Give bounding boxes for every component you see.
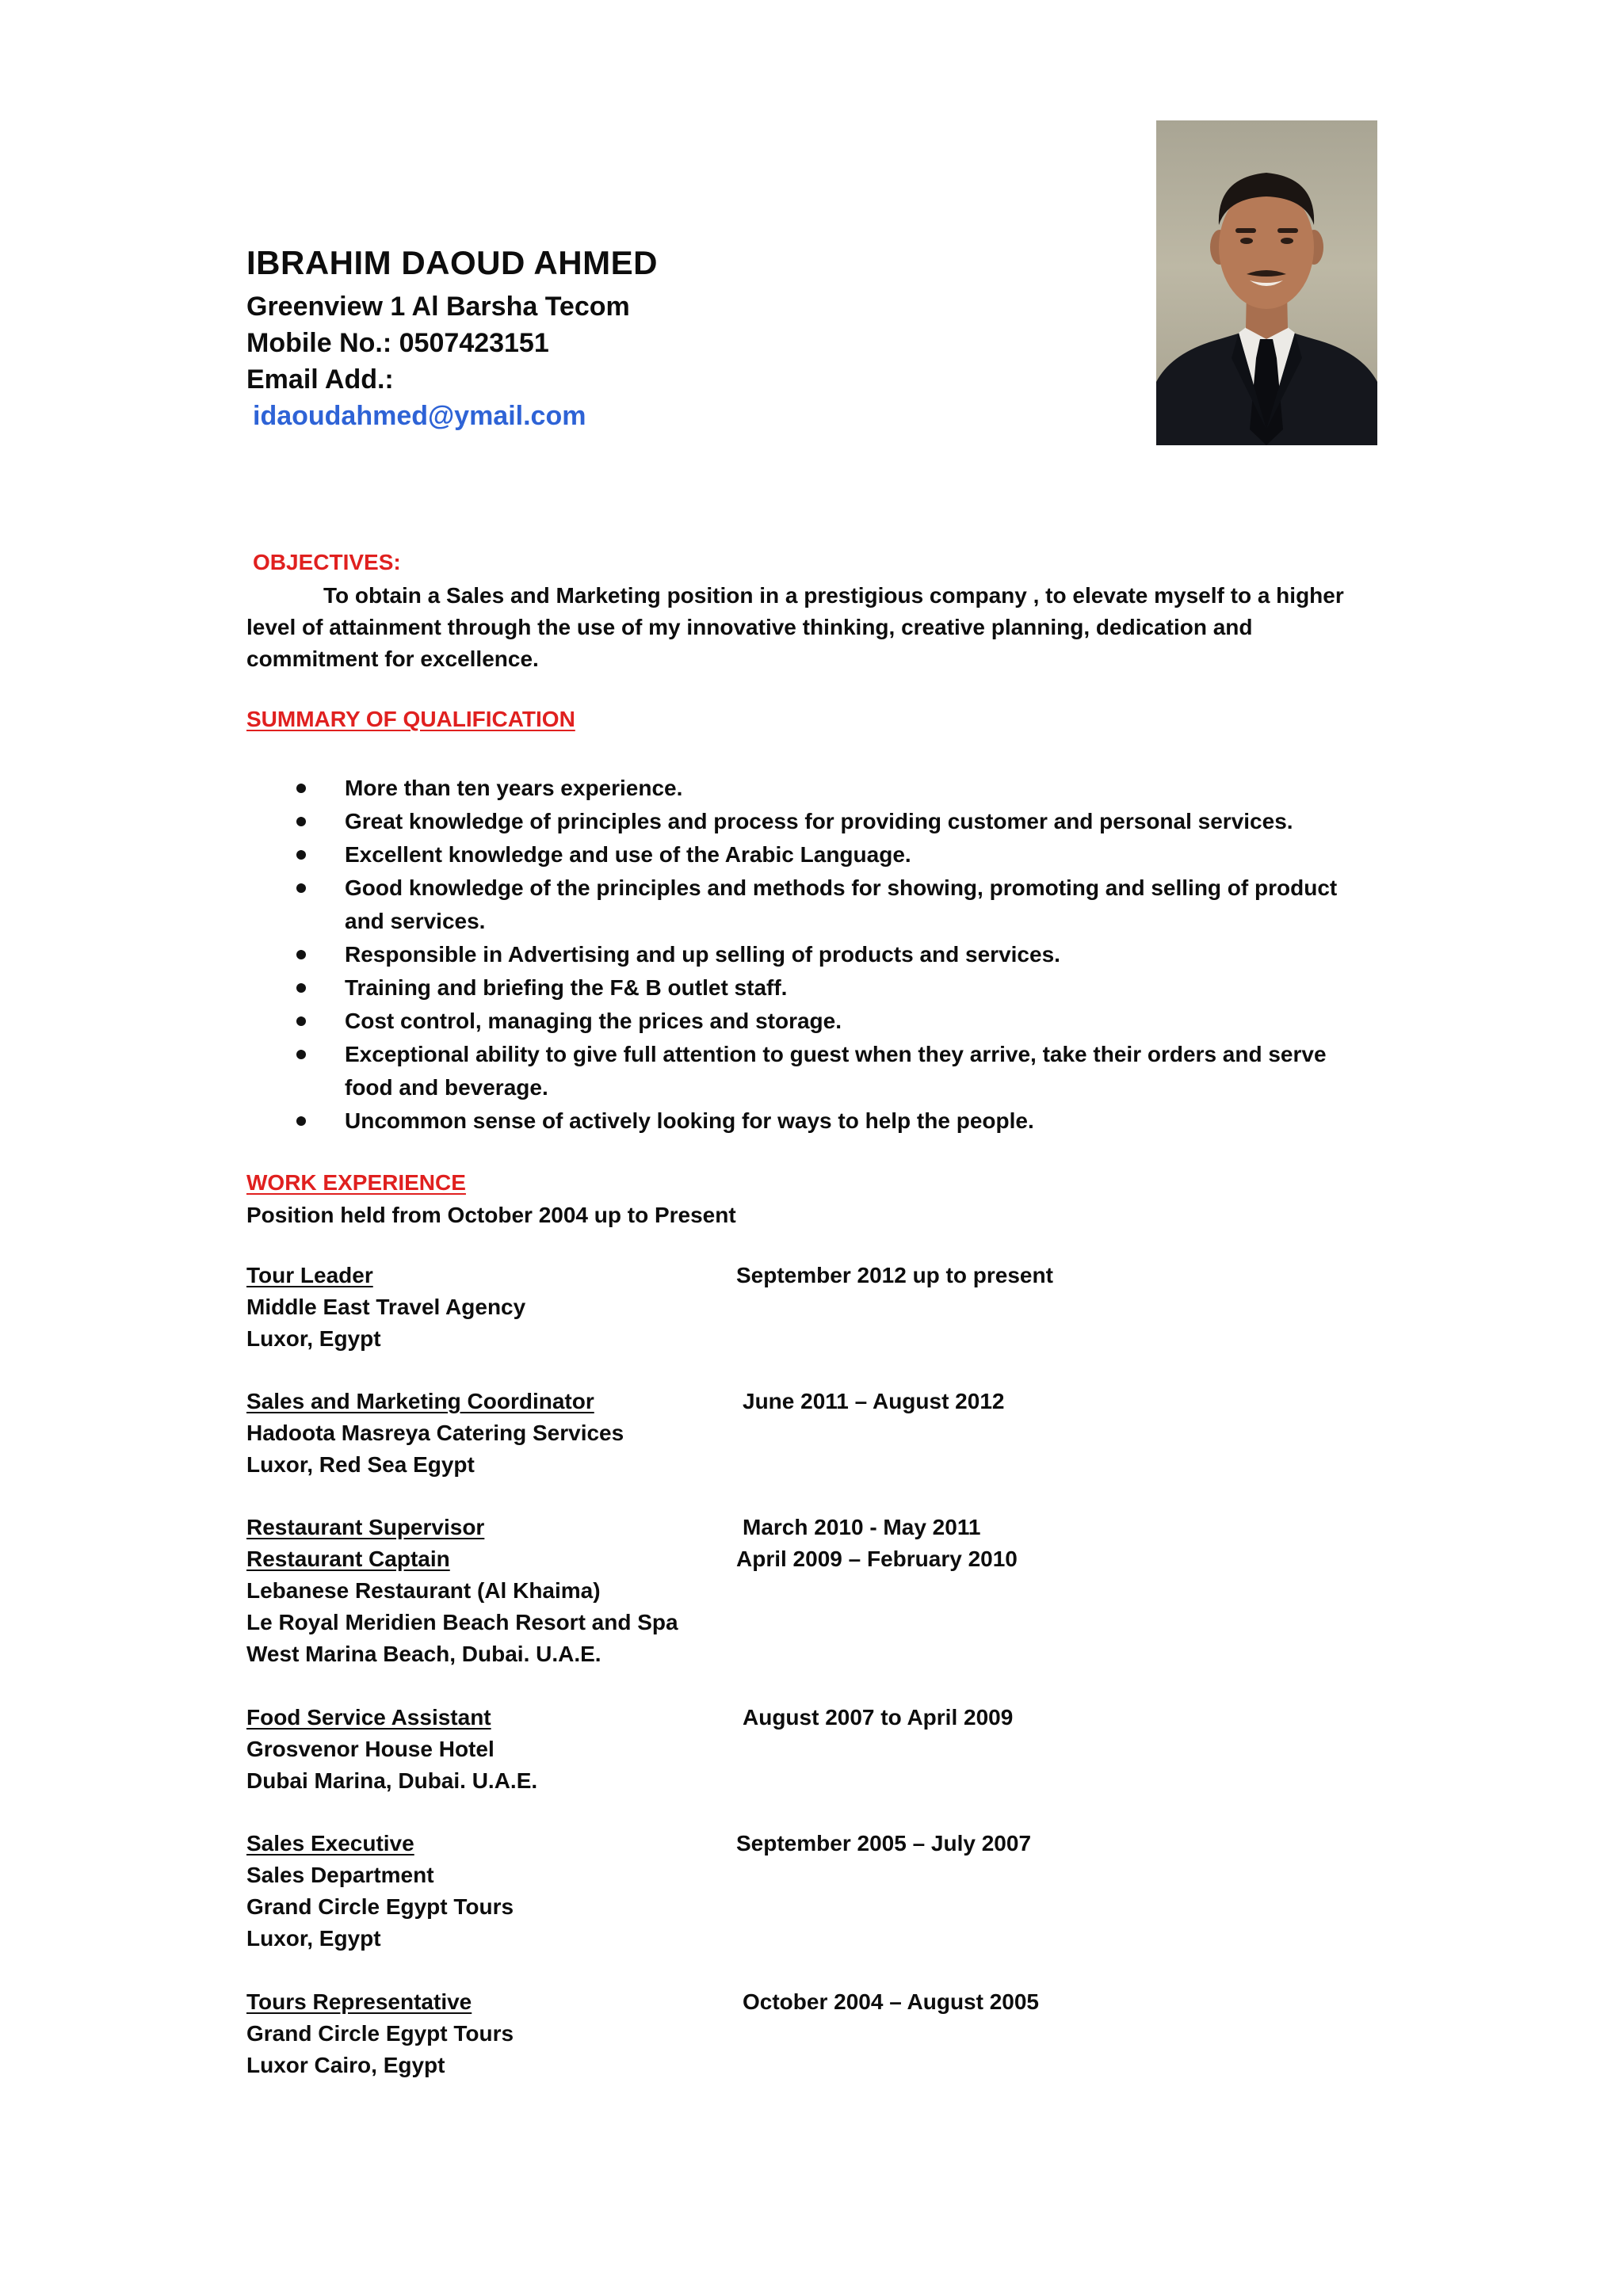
job-dates: August 2007 to April 2009 (743, 1705, 1014, 1730)
job-detail: Luxor, Red Sea Egypt (246, 1452, 475, 1477)
job-detail: Luxor Cairo, Egypt (246, 2053, 445, 2077)
profile-photo (1156, 120, 1377, 445)
job-dates: March 2010 - May 2011 (743, 1515, 981, 1539)
job-detail: Luxor, Egypt (246, 1926, 381, 1951)
job-dates: September 2005 – July 2007 (736, 1831, 1032, 1855)
qualification-item: Exceptional ability to give full attention to guest when they arrive, take their orders and serve food and beverage. (246, 1038, 1372, 1104)
qualification-item: Responsible in Advertising and up selling of products and services. (246, 938, 1372, 971)
job-detail: Le Royal Meridien Beach Resort and Spa (246, 1610, 678, 1634)
job-dates: June 2011 – August 2012 (743, 1389, 1005, 1413)
work-experience-heading: WORK EXPERIENCE (246, 1170, 466, 1195)
summary-heading: SUMMARY OF QUALIFICATION (246, 707, 575, 731)
qualification-item: Great knowledge of principles and process for providing customer and personal services. (246, 805, 1372, 838)
job-detail: Grand Circle Egypt Tours (246, 1894, 514, 1919)
job-dates: October 2004 – August 2005 (743, 1989, 1040, 2014)
address: Greenview 1 Al Barsha Tecom (246, 292, 630, 322)
qualification-item: Cost control, managing the prices and storage. (246, 1005, 1372, 1038)
objectives-text (246, 580, 1356, 675)
job-detail: West Marina Beach, Dubai. U.A.E. (246, 1642, 601, 1666)
qualification-item: Training and briefing the F& B outlet staff. (246, 971, 1372, 1005)
qualification-item: Uncommon sense of actively looking for ways to help the people. (246, 1104, 1372, 1138)
objectives-paragraph: To obtain a Sales and Marketing position in a prestigious company , to elevate myself to a higher level of attainment through the use of my innovative thinking, creative planning, dedication and commitment for excellence. (246, 583, 1344, 671)
job-detail: Sales Department (246, 1863, 434, 1887)
applicant-name: IBRAHIM DAOUD AHMED (246, 244, 658, 281)
qualification-list (246, 772, 1372, 1138)
job-detail: Grosvenor House Hotel (246, 1737, 495, 1761)
job-detail: Lebanese Restaurant (Al Khaima) (246, 1578, 601, 1603)
job-title: Restaurant Captain (246, 1547, 450, 1571)
job-detail: Middle East Travel Agency (246, 1295, 526, 1319)
job-title: Sales Executive (246, 1831, 414, 1855)
job-detail: Hadoota Masreya Catering Services (246, 1421, 624, 1445)
job-detail: Dubai Marina, Dubai. U.A.E. (246, 1768, 538, 1793)
job-title: Tours Representative (246, 1989, 472, 2014)
mobile-number: Mobile No.: 0507423151 (246, 328, 549, 358)
job-title: Sales and Marketing Coordinator (246, 1389, 594, 1413)
objectives-heading: OBJECTIVES: (253, 550, 401, 574)
job-detail: Grand Circle Egypt Tours (246, 2021, 514, 2046)
qualification-item: Good knowledge of the principles and methods for showing, promoting and selling of product and services. (246, 871, 1372, 938)
work-experience-subtitle: Position held from October 2004 up to Present (246, 1203, 736, 1227)
job-dates: April 2009 – February 2010 (736, 1547, 1018, 1571)
job-detail: Luxor, Egypt (246, 1326, 381, 1351)
job-title: Food Service Assistant (246, 1705, 491, 1730)
email-link[interactable]: idaoudahmed@ymail.com (253, 401, 586, 431)
qualification-item: Excellent knowledge and use of the Arabic Language. (246, 838, 1372, 871)
qualification-item: More than ten years experience. (246, 772, 1372, 805)
job-dates: September 2012 up to present (736, 1263, 1053, 1287)
job-title: Tour Leader (246, 1263, 373, 1287)
job-title: Restaurant Supervisor (246, 1515, 485, 1539)
email-label: Email Add.: (246, 364, 394, 395)
